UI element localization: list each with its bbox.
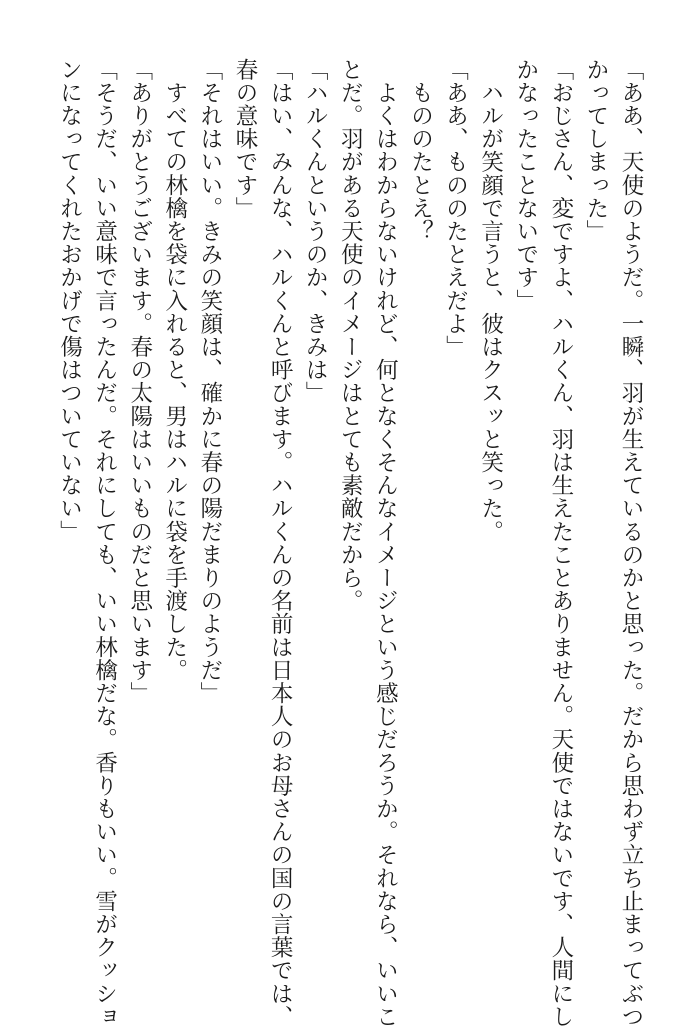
text-line: 「おじさん、変ですよ、ハルくん、羽は生えたことありません。天使ではないです、人間にし <box>547 58 574 1028</box>
text-line: ンになってくれたおかげで傷はついていない」 <box>56 58 83 544</box>
text-line: とだ。羽がある天使のイメージはとても素敵だから。 <box>337 58 364 613</box>
text-line: かってしまった」 <box>582 58 609 243</box>
text-line: 「ああ、もののたとえだよ」 <box>442 58 469 359</box>
text-line: 「ありがとうございます。春の太陽はいいものだと思います」 <box>126 58 153 705</box>
text-line: 春の意味です」 <box>231 58 258 220</box>
text-line: もののたとえ？ <box>407 58 434 243</box>
text-line: 「そうだ、いい意味で言ったんだ。それにしても、いい林檎だな。香りもいい。雪がクッショ <box>91 58 118 1028</box>
text-line: かなったことないです」 <box>512 58 539 313</box>
text-line: 「ハルくんというのか、きみは」 <box>302 58 329 405</box>
vertical-text-body <box>51 58 648 1028</box>
text-line: よくはわからないけれど、何となくそんなイメージという感じだろうか。それなら、いいこ <box>372 58 399 1028</box>
text-line: すべての林檎を袋に入れると、男はハルに袋を手渡した。 <box>161 58 188 682</box>
text-line: 「ああ、天使のようだ。一瞬、羽が生えているのかと思った。だから思わず立ち止まってぶつ <box>618 58 644 1028</box>
text-line: 「はい、みんな、ハルくんと呼びます。ハルくんの名前は日本人のお母さんの国の言葉では、 <box>267 58 294 1028</box>
text-line: ハルが笑顔で言うと、彼はクスッと笑った。 <box>477 58 504 544</box>
text-line: 「それはいい。きみの笑顔は、確かに春の陽だまりのようだ」 <box>196 58 223 705</box>
